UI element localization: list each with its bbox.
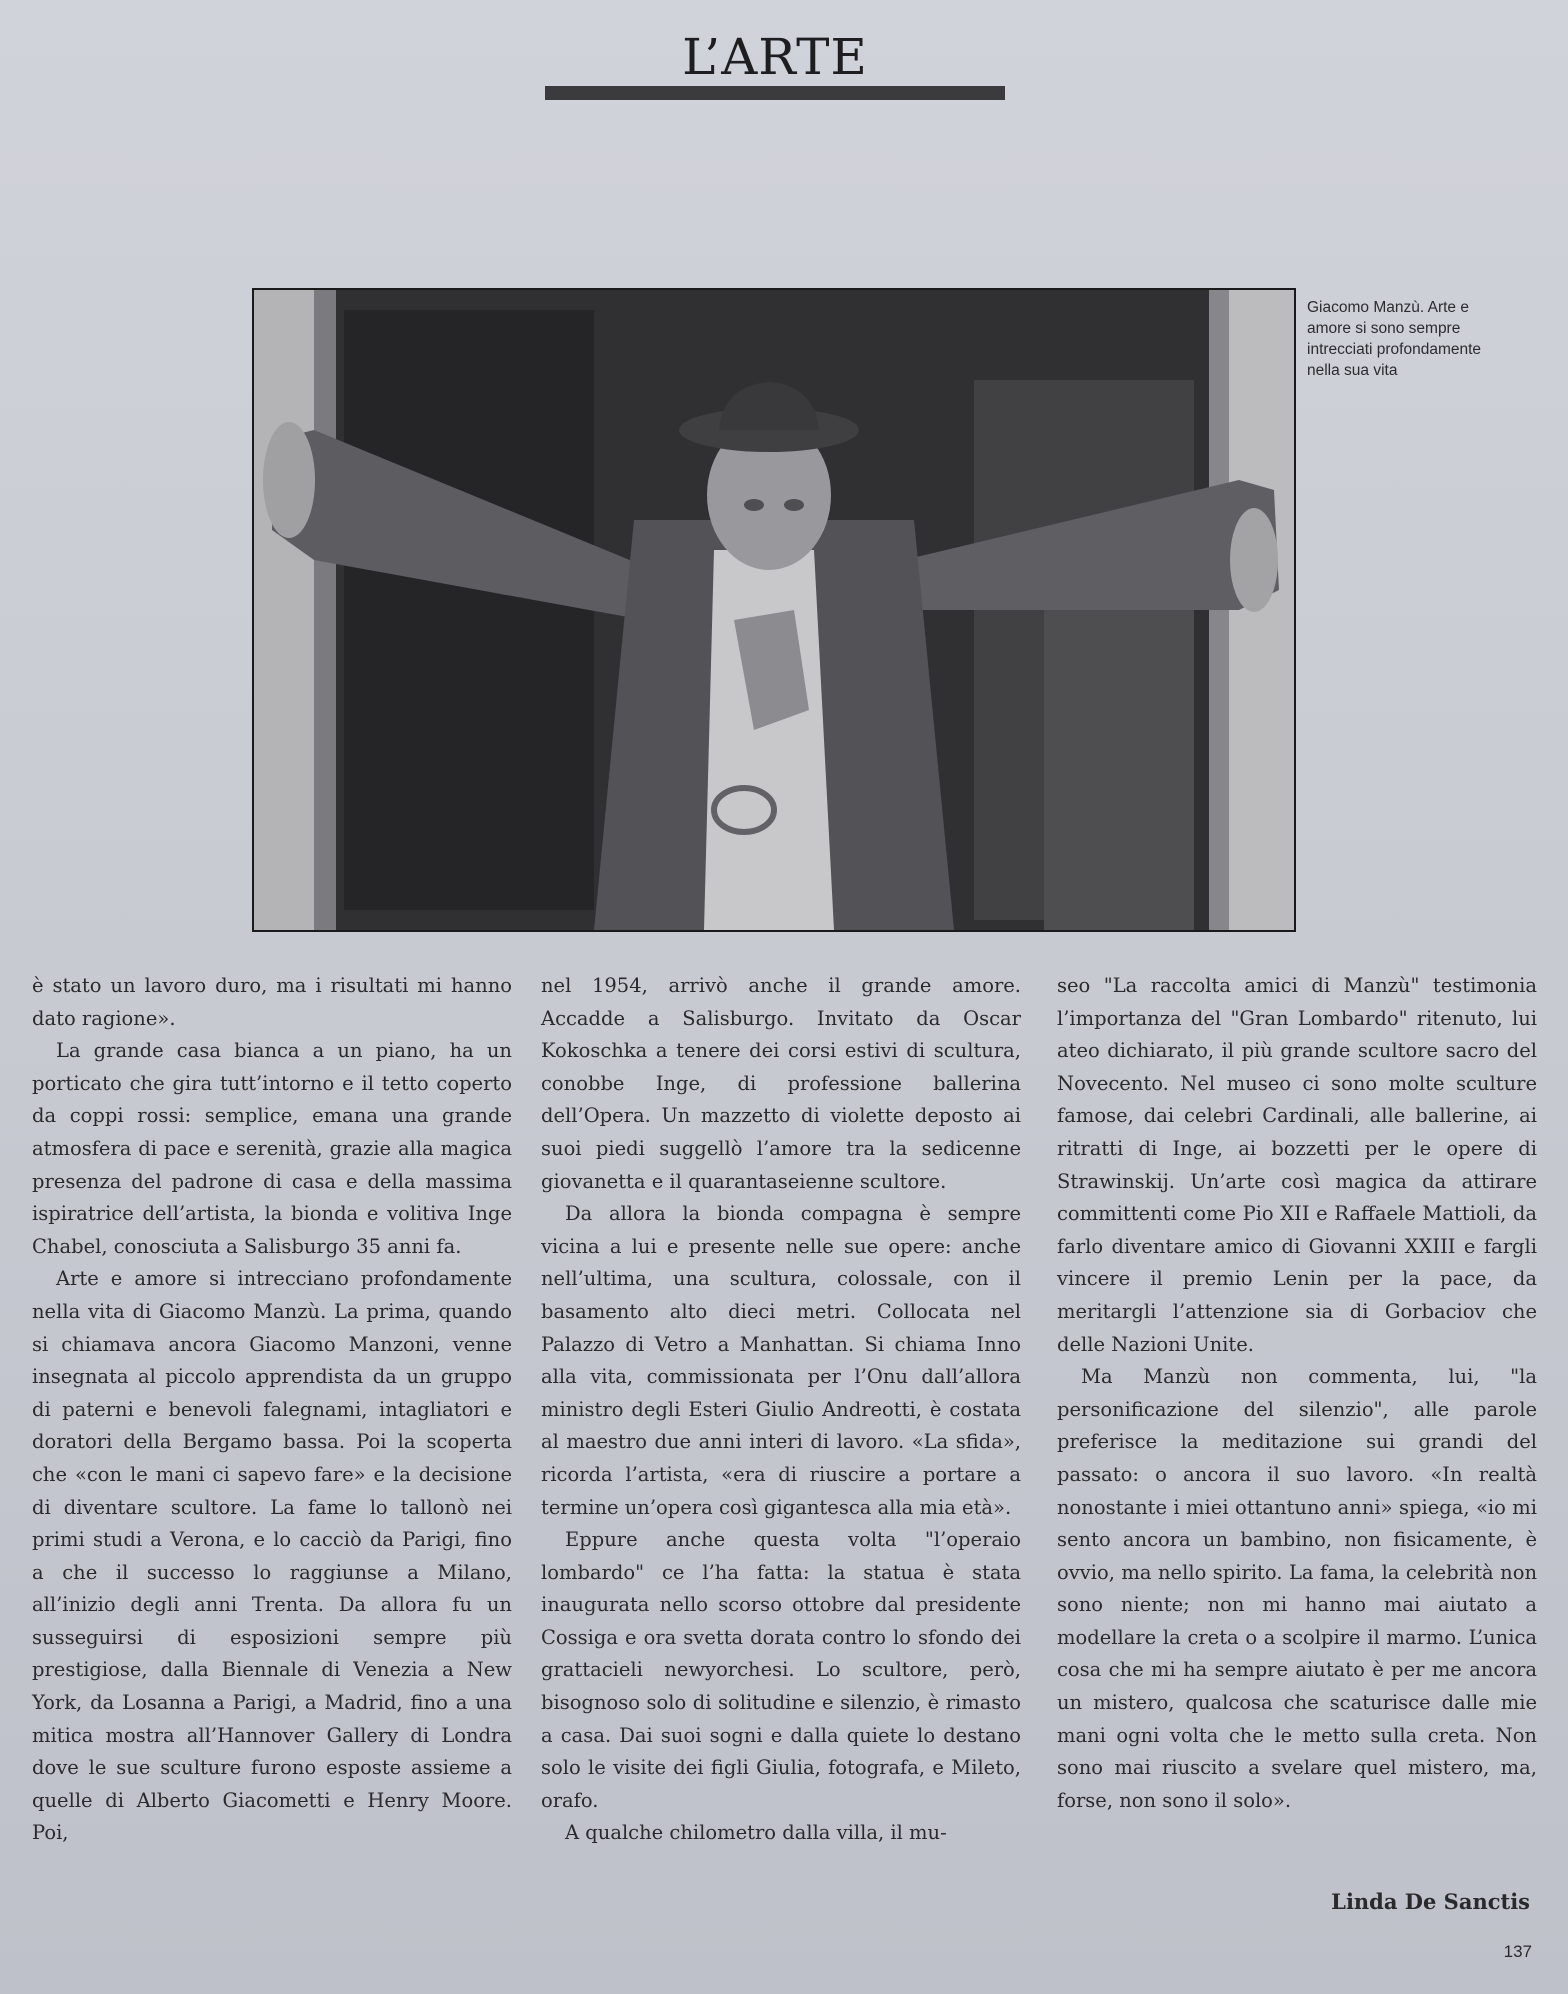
section-title: L’ARTE (682, 28, 868, 86)
paragraph: Arte e amore si intrecciano profondamente nella vita di Giacomo Manzù. La prima, quando si chiamava ancora Giacomo Manzoni, venne insegnata al piccolo apprendista da un gruppo di paterni e benevoli falegnami, intagliatori e doratori della Bergamo bassa. Poi la scoperta che «con le mani ci sapevo fare» e la decisione di diventare scultore. La fame lo tallonò nei primi studi a Verona, e lo cacciò da Parigi, fino a che il successo lo raggiunse a Milano, all’inizio degli anni Trenta. Da allora fu un susseguirsi di esposizioni sempre più prestigiose, dalla Biennale di Venezia a New York, da Losanna a Parigi, a Madrid, fino a una mitica mostra all’Hannover Gallery di Londra dove le sue sculture furono esposte assieme a quelle di Alberto Giacometti e Henry Moore. Poi, (32, 1267, 512, 1845)
paragraph: seo "La raccolta amici di Manzù" testimonia l’importanza del "Gran Lombardo" ritenuto, lui ateo dichiarato, il più grande scultore sacro del Novecento. Nel museo ci sono molte sculture famose, dai celebri Cardinali, alle ballerine, ai ritratti di Inge, ai bozzetti per le opere di Strawinskij. Un’arte così magica da attirare committenti come Pio XII e Raffaele Mattioli, da farlo diventare amico di Giovanni XXIII e fargli vincere il premio Lenin per la pace, da meritargli l’attenzione sia di Gorbaciov che delle Nazioni Unite. (1057, 974, 1537, 1356)
title-underline-bar (545, 86, 1005, 100)
article-column-2 (541, 970, 1021, 1850)
paragraph: A qualche chilometro dalla villa, il mu- (565, 1821, 947, 1845)
photo-caption: Giacomo Manzù. Arte e amore si sono sempre intrecciati profondamente nella sua vita (1307, 299, 1482, 379)
portrait-photo (252, 288, 1296, 932)
paragraph: è stato un lavoro duro, ma i risultati mi hanno dato ragione». (32, 974, 512, 1030)
article-column-3 (1057, 970, 1537, 1817)
page-number: 137 (1503, 1942, 1532, 1961)
portrait-photo-drawing (254, 290, 1294, 930)
paragraph: La grande casa bianca a un piano, ha un porticato che gira tutt’intorno e il tetto coperto da coppi rossi: semplice, emana una grande atmosfera di pace e serenità, grazie alla magica presenza del padrone di casa e della massima ispiratrice dell’artista, la bionda e volitiva Inge Chabel, conosciuta a Salisburgo 35 anni fa. (32, 1039, 512, 1258)
article-column-1 (32, 970, 512, 1850)
author-byline: Linda De Sanctis (1331, 1889, 1530, 1914)
paragraph: Ma Manzù non commenta, lui, "la personificazione del silenzio", alle parole preferisce la meditazione sui grandi del passato: o ancora il suo lavoro. «In realtà nonostante i miei ottantuno anni» spiega, «io mi sento ancora un bambino, non fisicamente, è ovvio, ma nello spirito. La fama, la celebrità non sono niente; non mi hanno mai aiutato a modellare la creta o a scolpire il marmo. L’unica cosa che mi ha sempre aiutato è per me ancora un mistero, qualcosa che scaturisce dalle mie mani ogni volta che le metto sulla creta. Non sono mai riuscito a svelare quel mistero, ma, forse, non sono il solo». (1057, 1365, 1537, 1812)
paragraph: Eppure anche questa volta "l’operaio lombardo" ce l’ha fatta: la statua è stata inaugurata nello scorso ottobre dal presidente Cossiga e ora svetta dorata contro lo sfondo dei grattacieli newyorchesi. Lo scultore, però, bisognoso solo di solitudine e silenzio, è rimasto a casa. Dai suoi sogni e dalla quiete lo destano solo le visite dei figli Giulia, fotografa, e Mileto, orafo. (541, 1528, 1021, 1812)
paragraph: Da allora la bionda compagna è sempre vicina a lui e presente nelle sue opere: anche nell’ultima, una scultura, colossale, con il basamento alto dieci metri. Collocata nel Palazzo di Vetro a Manhattan. Si chiama Inno alla vita, commissionata per l’Onu dall’allora ministro degli Esteri Giulio Andreotti, è costata al maestro due anni interi di lavoro. «La sfida», ricorda l’artista, «era di riuscire a portare a termine un’opera così gigantesca alla mia età». (541, 1202, 1021, 1519)
paragraph: nel 1954, arrivò anche il grande amore. Accadde a Salisburgo. Invitato da Oscar Kokoschka a tenere dei corsi estivi di scultura, conobbe Inge, di professione ballerina dell’Opera. Un mazzetto di violette deposto ai suoi piedi suggellò l’amore tra la sedicenne giovanetta e il quarantaseienne scultore. (541, 974, 1021, 1193)
